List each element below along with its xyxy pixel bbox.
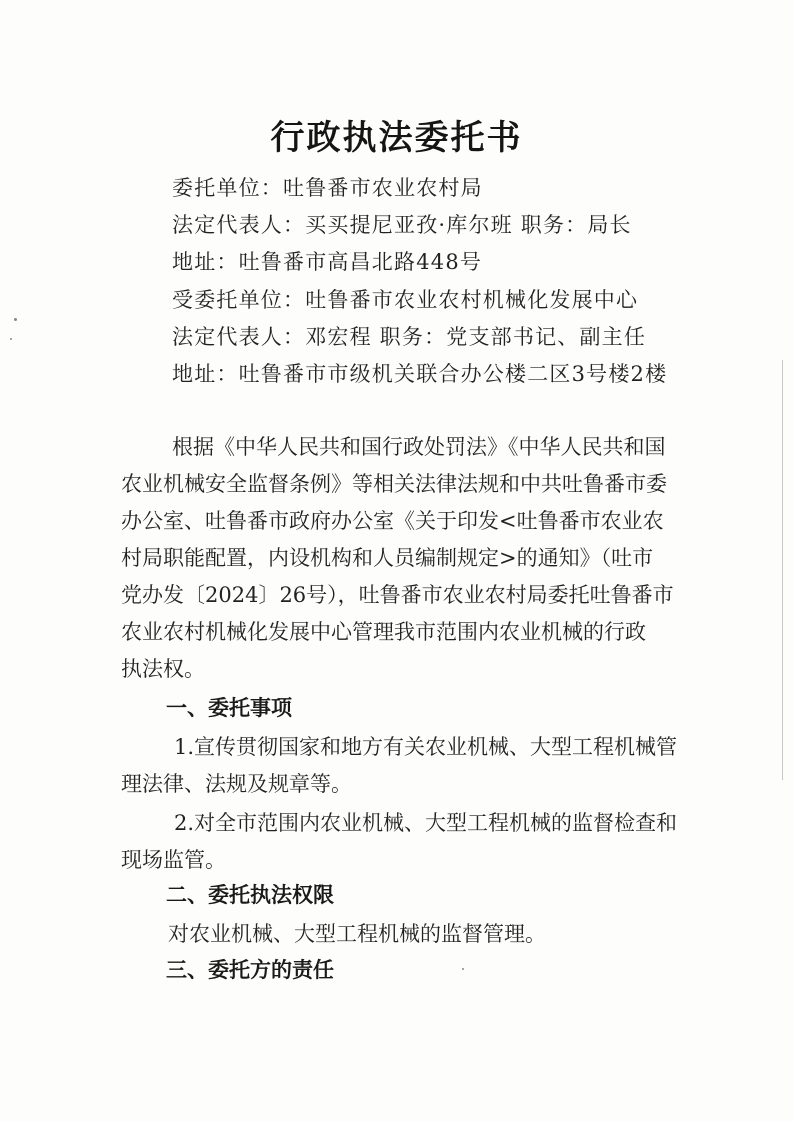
intro-line: 农业农村机械化发展中心管理我市范围内农业机械的行政: [121, 620, 646, 644]
item-line: 2.对全市范围内农业机械、大型工程机械的监督检查和: [174, 811, 678, 835]
section-heading: 三、委托方的责任: [166, 958, 334, 982]
scan-speck: [14, 318, 17, 321]
entrusting-unit: 委托单位：吐鲁番市农业农村局: [172, 176, 483, 200]
scan-speck: [10, 338, 12, 340]
item-line: 1.宣传贯彻国家和地方有关农业机械、大型工程机械管: [174, 735, 678, 759]
entrusted-address: 地址：吐鲁番市市级机关联合办公楼二区3号楼2楼: [172, 362, 668, 386]
address: 地址：吐鲁番市高昌北路448号: [172, 250, 483, 274]
section-heading: 二、委托执法权限: [166, 883, 334, 907]
entrusted-legal-representative: 法定代表人：邓宏程 职务：党支部书记、副主任: [172, 325, 647, 349]
section-heading: 一、委托事项: [166, 696, 292, 720]
document-title: 行政执法委托书: [270, 118, 523, 158]
item-line: 现场监管。: [121, 848, 226, 872]
section-text: 对农业机械、大型工程机械的监督管理。: [168, 922, 546, 946]
intro-line: 办公室、吐鲁番市政府办公室《关于印发<吐鲁番市农业农: [121, 509, 664, 533]
legal-representative: 法定代表人：买买提尼亚孜·库尔班 职务：局长: [172, 213, 632, 237]
intro-line: 根据《中华人民共和国行政处罚法》《中华人民共和国: [172, 435, 666, 459]
item-line: 理法律、法规及规章等。: [121, 772, 352, 796]
scan-speck: [462, 968, 464, 970]
intro-line: 党办发〔2024〕26号），吐鲁番市农业农村局委托吐鲁番市: [121, 583, 674, 607]
entrusted-unit: 受委托单位：吐鲁番市农业农村机械化发展中心: [172, 288, 639, 312]
intro-line: 执法权。: [121, 657, 205, 681]
intro-line: 农业机械安全监督条例》等相关法律法规和中共吐鲁番市委: [121, 472, 667, 496]
scan-edge-line: [782, 360, 783, 780]
intro-line: 村局职能配置，内设机构和人员编制规定>的通知》（吐市: [121, 546, 654, 570]
